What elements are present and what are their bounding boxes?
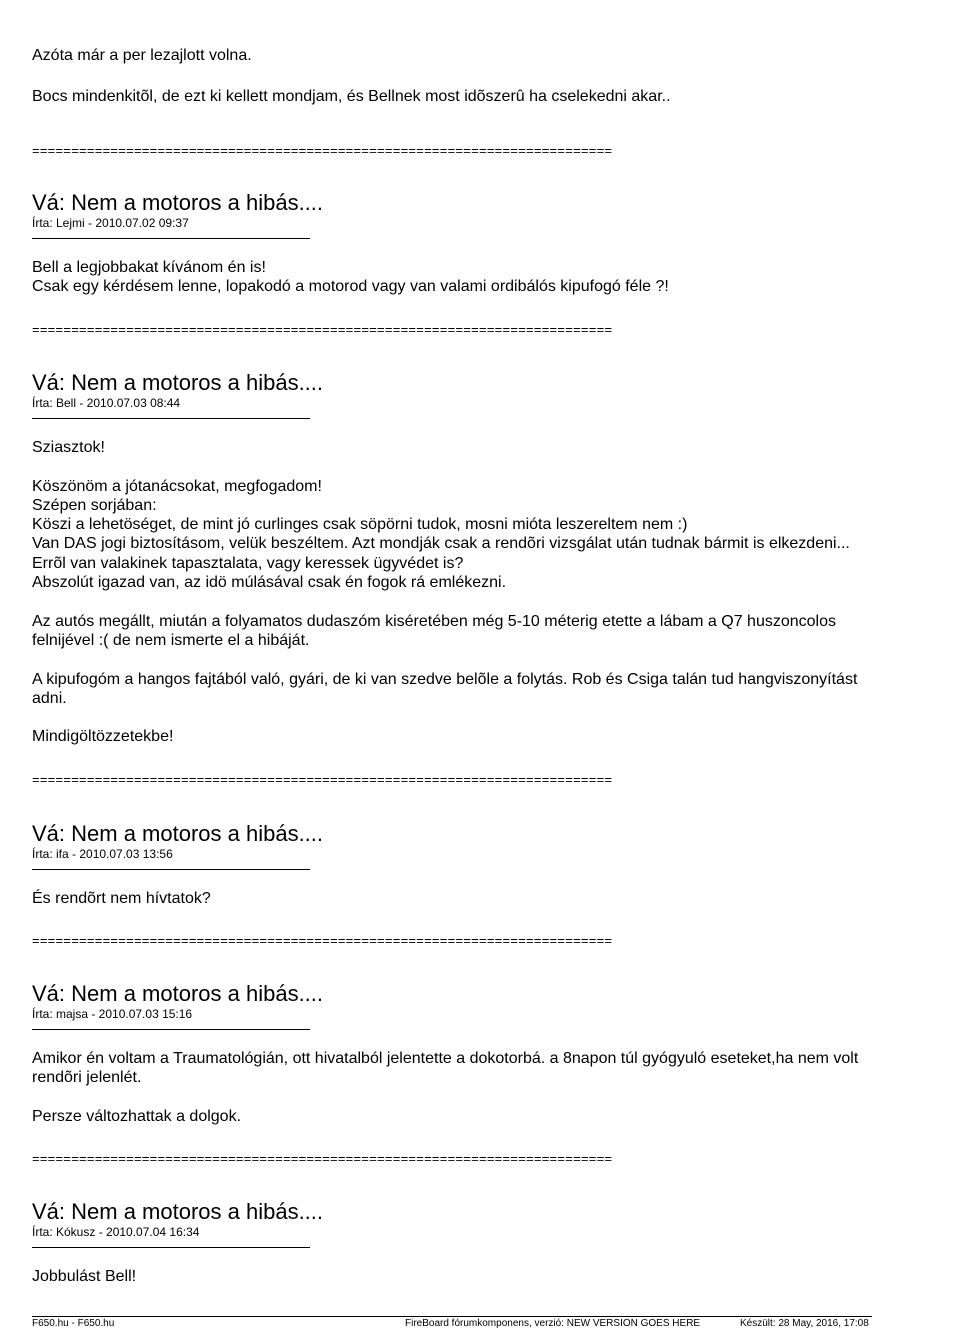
post-meta: Írta: Bell - 2010.07.03 08:44 [32, 396, 181, 410]
footer-generated: Készült: 28 May, 2016, 17:08 [740, 1318, 869, 1329]
post-line: Sziasztok! [32, 439, 105, 456]
post-line: Mindigöltözzetekbe! [32, 728, 174, 746]
post-line: A kipufogóm a hangos fajtából való, gyári, de ki van szedve belõle a folytás. Rob és Csiga talán tud hangviszonyítást [32, 670, 858, 688]
post-meta: Írta: majsa - 2010.07.03 15:16 [32, 1007, 193, 1021]
post-title: Vá: Nem a motoros a hibás.... [32, 1199, 324, 1224]
post-meta: Írta: Lejmi - 2010.07.02 09:37 [32, 216, 189, 230]
separator: ========================================================================== [32, 933, 613, 948]
intro-line: Azóta már a per lezajlott volna. [32, 47, 252, 64]
post-title: Vá: Nem a motoros a hibás.... [32, 190, 324, 215]
post-body [32, 438, 912, 747]
post-body [32, 889, 912, 908]
post-line: Van DAS jogi biztosításom, velük beszéltem. Azt mondják csak a rendõri vizsgálat után tudnak bármit is elkezdeni... [32, 535, 850, 553]
post-line: Abszolút igazad van, az idö múlásával csak én fogok rá emlékezni. [32, 574, 507, 592]
post [32, 190, 912, 297]
post-line [32, 457, 912, 476]
post-divider [32, 238, 310, 239]
post-line: Amikor én voltam a Traumatológián, ott hivatalból jelentette a dokotorbá. a 8napon túl gyógyuló eseteket,ha nem volt [32, 1050, 859, 1067]
post-line: adni. [32, 689, 67, 707]
post-line: felnijével :( de nem ismerte el a hibáját. [32, 631, 310, 649]
post-title: Vá: Nem a motoros a hibás.... [32, 821, 324, 846]
post [32, 981, 912, 1126]
post-line: Csak egy kérdésem lenne, lopakodó a motorod vagy van valami ordibálós kipufogó féle ?! [32, 278, 669, 296]
post-line: Errõl van valakinek tapasztalata, vagy keressek ügyvédet is? [32, 554, 464, 572]
separator: ========================================================================== [32, 1151, 613, 1166]
post-meta: Írta: Kókusz - 2010.07.04 16:34 [32, 1225, 200, 1239]
post-meta: Írta: ifa - 2010.07.03 13:56 [32, 847, 173, 861]
separator: ========================================================================== [32, 322, 613, 337]
post-body [32, 1267, 912, 1286]
post [32, 821, 912, 908]
separator: ========================================================================== [32, 143, 613, 158]
intro-line: Bocs mindenkitõl, de ezt ki kellett mondjam, és Bellnek most idõszerû ha cselekedni akar.. [32, 88, 671, 105]
post-line: Az autós megállt, miután a folyamatos dudaszóm kiséretében még 5-10 méterig etette a lábam a Q7 huszoncolos [32, 612, 836, 630]
separator: ========================================================================== [32, 772, 613, 787]
post-divider [32, 1247, 310, 1248]
post-line: És rendõrt nem hívtatok? [32, 890, 211, 907]
footer-divider [32, 1316, 872, 1317]
post-line: Szépen sorjában: [32, 496, 157, 514]
post-title: Vá: Nem a motoros a hibás.... [32, 370, 324, 395]
post-line: Persze változhattak a dolgok. [32, 1107, 242, 1125]
footer-site: F650.hu - F650.hu [32, 1318, 115, 1329]
footer-component: FireBoard fórumkomponens, verzió: NEW VERSION GOES HERE [405, 1318, 701, 1329]
post-body [32, 1049, 912, 1126]
post-line [32, 1088, 912, 1107]
post-divider [32, 418, 310, 419]
post-line [32, 592, 912, 611]
post-line: Bell a legjobbakat kívánom én is! [32, 259, 266, 276]
intro-text [32, 46, 912, 128]
post-divider [32, 1029, 310, 1030]
post-divider [32, 869, 310, 870]
post-line [32, 650, 912, 669]
post-body [32, 258, 912, 297]
post [32, 370, 912, 747]
post [32, 1199, 912, 1286]
page-footer [32, 1318, 932, 1330]
post-line [32, 708, 912, 727]
post-line: rendõri jelenlét. [32, 1069, 142, 1087]
post-line: Köszönöm a jótanácsokat, megfogadom! [32, 477, 322, 495]
post-line: Köszi a lehetöséget, de mint jó curlinges csak söpörni tudok, mosni mióta leszereltem nem :) [32, 516, 688, 534]
post-line: Jobbulást Bell! [32, 1268, 137, 1285]
post-title: Vá: Nem a motoros a hibás.... [32, 981, 324, 1006]
